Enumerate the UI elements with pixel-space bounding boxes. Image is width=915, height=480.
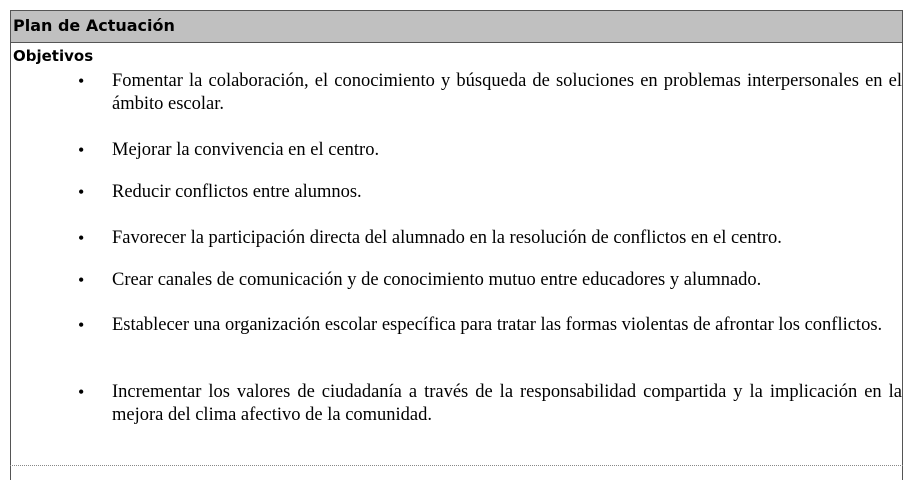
- list-item: [78, 314, 902, 337]
- list-item-text: Establecer una organización escolar específica para tratar las formas violentas de afrontar los conflictos.: [112, 315, 883, 335]
- bullet-icon: •: [78, 71, 85, 91]
- list-item: [78, 181, 902, 204]
- list-item: [78, 227, 902, 250]
- list-item-text: Favorecer la participación directa del alumnado en la resolución de conflictos en el centro.: [112, 228, 782, 248]
- list-item: [78, 381, 902, 427]
- list-item-text: Incrementar los valores de ciudadanía a través de la responsabilidad compartida y la implicación en la mejora del clima afectivo de la comunidad.: [112, 382, 902, 425]
- bullet-icon: •: [78, 182, 85, 202]
- list-item: [78, 269, 902, 292]
- list-item-text: Mejorar la convivencia en el centro.: [112, 140, 380, 160]
- bullet-icon: •: [78, 270, 85, 290]
- bullet-icon: •: [78, 228, 85, 248]
- list-item: [78, 70, 902, 116]
- list-item-text: Reducir conflictos entre alumnos.: [112, 182, 362, 202]
- page-title: Plan de Actuación: [13, 16, 175, 35]
- bullet-icon: •: [78, 315, 85, 335]
- list-item: [78, 139, 902, 162]
- list-item-text: Crear canales de comunicación y de conocimiento mutuo entre educadores y alumnado.: [112, 270, 762, 290]
- section-title: Objetivos: [13, 47, 94, 65]
- bottom-divider: [10, 465, 903, 466]
- list-item-text: Fomentar la colaboración, el conocimiento y búsqueda de soluciones en problemas interpersonales en el ámbito escolar.: [112, 71, 902, 114]
- bullet-icon: •: [78, 382, 85, 402]
- bullet-icon: •: [78, 140, 85, 160]
